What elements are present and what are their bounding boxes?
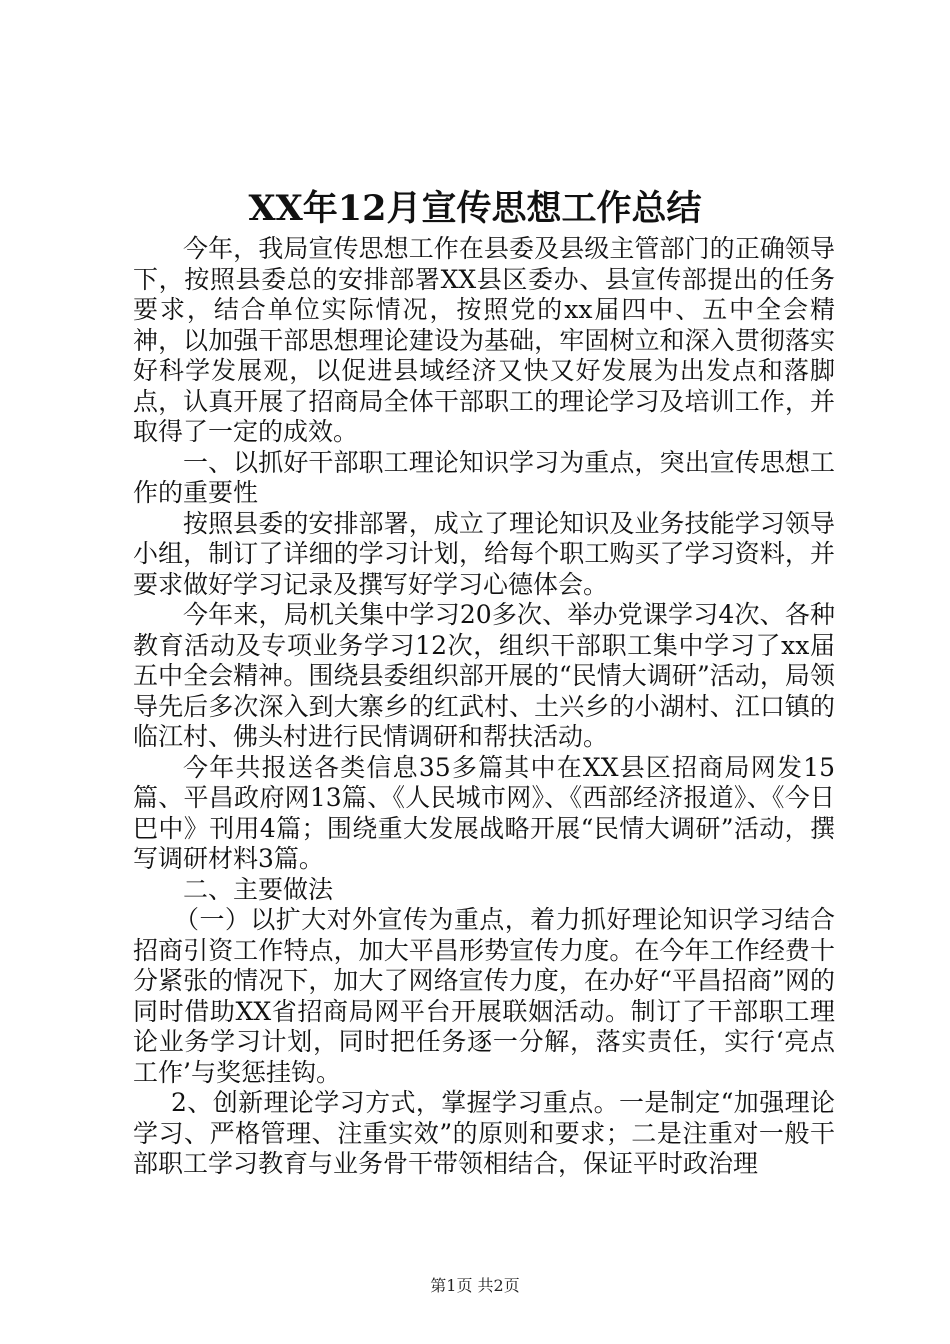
section-heading-2: 二、主要做法 — [183, 874, 334, 904]
paragraph-external-publicity: （一）以扩大对外宣传为重点，着力抓好理论知识学习结合招商引资工作特点，加大平昌形势宣传力度。在今年工作经费十分紧张的情况下，加大了网络宣传力度，在办好“平昌招商”网的同时借助XX省招商局网平台开展联姻活动。制订了干部职工理论业务学习计划，同时把任务逐一分解，落实责任，实行‘亮点工作’与奖惩挂钩。 — [133, 905, 835, 1087]
paragraph-information-reports: 今年共报送各类信息35多篇其中在XX县区招商局网发15篇、平昌政府网13篇、《人民城市网》、《西部经济报道》、《今日巴中》刊用4篇；围绕重大发展战略开展“民情大调研”活动，撰写调研材料3篇。 — [133, 752, 835, 873]
paragraph-study-group: 按照县委的安排部署，成立了理论知识及业务技能学习领导小组，制订了详细的学习计划，给每个职工购买了学习资料，并要求做好学习记录及撰写好学习心德体会。 — [133, 508, 835, 599]
paragraph-study-methods: 2、创新理论学习方式，掌握学习重点。一是制定“加强理论学习、严格管理、注重实效”的原则和要求；二是注重对一般干部职工学习教育与业务骨干带领相结合，保证平时政治理 — [133, 1088, 835, 1178]
document-body — [133, 234, 835, 1180]
document-title: XX年12月宣传思想工作总结 — [248, 188, 702, 229]
page-footer: 第1页 共2页 — [430, 1276, 520, 1295]
section-heading-1: 一、以抓好干部职工理论知识学习为重点，突出宣传思想工作的重要性 — [133, 447, 835, 507]
paragraph-study-sessions: 今年来，局机关集中学习20多次、举办党课学习4次、各种教育活动及专项业务学习12次，组织干部职工集中学习了xx届五中全会精神。围绕县委组织部开展的“民情大调研”活动，局领导先后多次深入到大寨乡的红武村、土兴乡的小湖村、江口镇的临江村、佛头村进行民情调研和帮扶活动。 — [133, 600, 835, 751]
paragraph-intro: 今年，我局宣传思想工作在县委及县级主管部门的正确领导下，按照县委总的安排部署XX县区委办、县宣传部提出的任务要求，结合单位实际情况，按照党的xx届四中、五中全会精神，以加强干部思想理论建设为基础，牢固树立和深入贯彻落实好科学发展观，以促进县域经济又快又好发展为出发点和落脚点，认真开展了招商局全体干部职工的理论学习及培训工作，并取得了一定的成效。 — [133, 234, 835, 446]
